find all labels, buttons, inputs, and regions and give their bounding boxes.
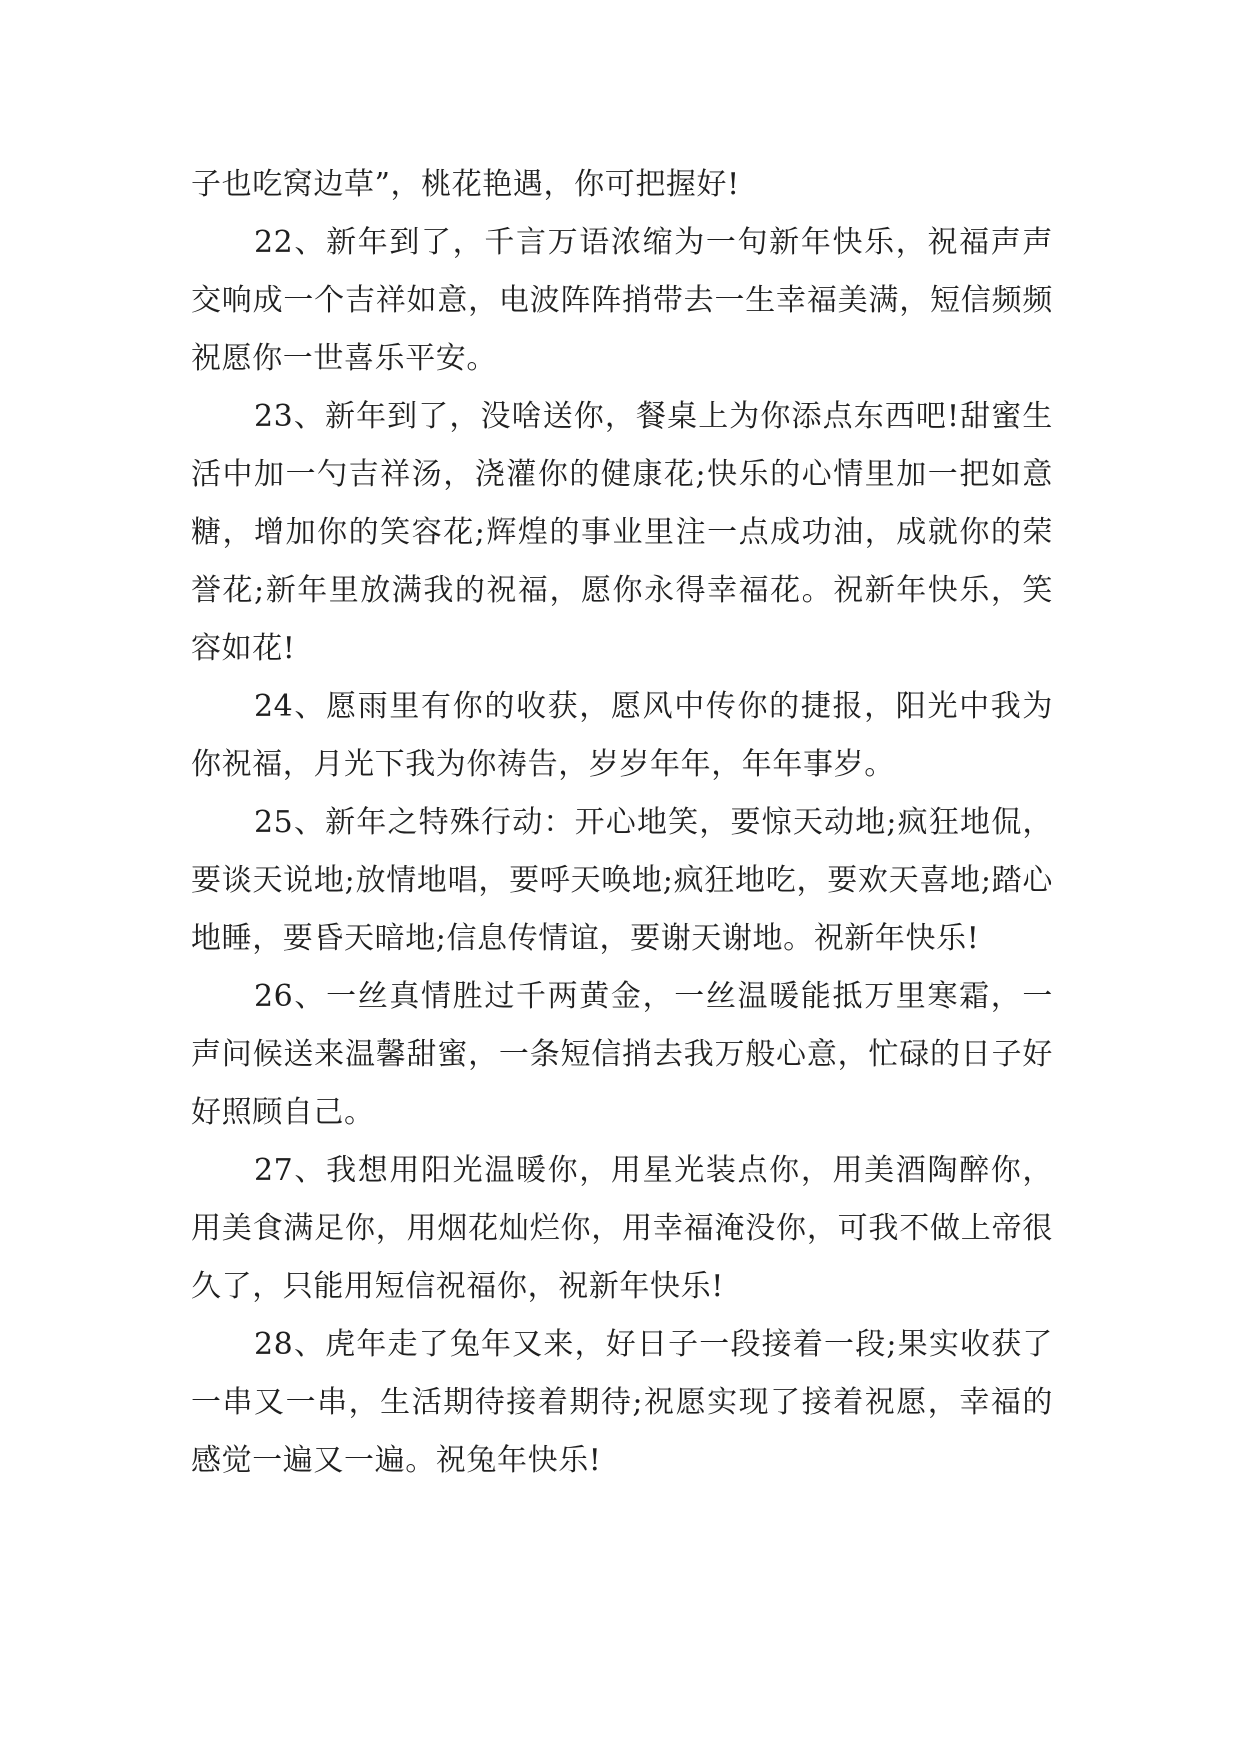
- paragraph-26: 26、一丝真情胜过千两黄金，一丝温暖能抵万里寒霜，一声问候送来温馨甜蜜，一条短信捎去我万般心意，忙碌的日子好好照顾自己。: [191, 979, 1053, 1130]
- paragraph-continuation: 子也吃窝边草”，桃花艳遇，你可把握好!: [191, 167, 740, 202]
- paragraph-22: 22、新年到了，千言万语浓缩为一句新年快乐，祝福声声交响成一个吉祥如意，电波阵阵捎带去一生幸福美满，短信频频祝愿你一世喜乐平安。: [191, 225, 1053, 376]
- paragraph-27: 27、我想用阳光温暖你，用星光装点你，用美酒陶醉你，用美食满足你，用烟花灿烂你，用幸福淹没你，可我不做上帝很久了，只能用短信祝福你，祝新年快乐!: [191, 1153, 1053, 1304]
- paragraph-25: 25、新年之特殊行动：开心地笑，要惊天动地;疯狂地侃，要谈天说地;放情地唱，要呼天唤地;疯狂地吃，要欢天喜地;踏心地睡，要昏天暗地;信息传情谊，要谢天谢地。祝新年快乐!: [191, 805, 1053, 956]
- paragraph-24: 24、愿雨里有你的收获，愿风中传你的捷报，阳光中我为你祝福，月光下我为你祷告，岁岁年年，年年事岁。: [191, 689, 1053, 782]
- paragraph-23: 23、新年到了，没啥送你，餐桌上为你添点东西吧!甜蜜生活中加一勺吉祥汤，浇灌你的健康花;快乐的心情里加一把如意糖，增加你的笑容花;辉煌的事业里注一点成功油，成就你的荣誉花;新年里放满我的祝福，愿你永得幸福花。祝新年快乐，笑容如花!: [191, 399, 1053, 666]
- document-body: [191, 156, 1053, 1490]
- paragraph-28: 28、虎年走了兔年又来，好日子一段接着一段;果实收获了一串又一串，生活期待接着期待;祝愿实现了接着祝愿，幸福的感觉一遍又一遍。祝兔年快乐!: [191, 1327, 1053, 1478]
